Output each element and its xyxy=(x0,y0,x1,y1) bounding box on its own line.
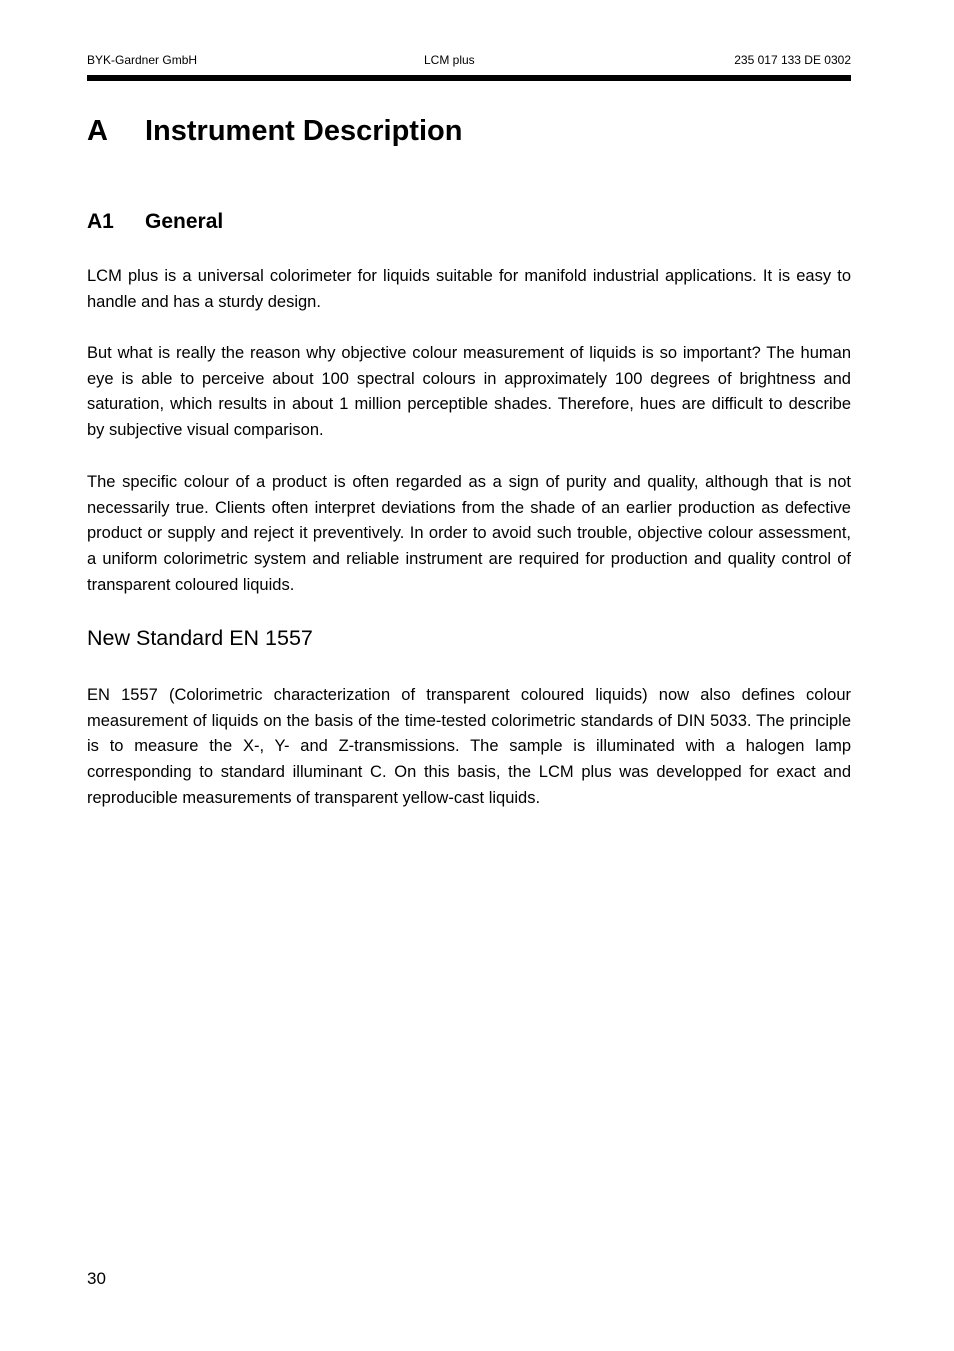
page-header xyxy=(87,53,851,69)
section-title: General xyxy=(145,210,224,233)
header-company: BYK-Gardner GmbH xyxy=(87,53,198,67)
page-number: 30 xyxy=(87,1269,106,1288)
header-doc-code: 235 017 133 DE 0302 xyxy=(734,53,851,67)
paragraph-quality: The specific colour of a product is often regarded as a sign of purity and quality, although that is not necessarily true. Clients often interpret deviations from the shade of an earlier production as defective product or supply and reject it preventively. In order to avoid such trouble, objective colour assessment, a uniform colorimetric system and reliable instrument are required for production and quality control of transparent coloured liquids. xyxy=(87,473,851,594)
chapter-title: Instrument Description xyxy=(145,115,463,147)
header-product: LCM plus xyxy=(424,53,475,67)
subsection-heading: New Standard EN 1557 xyxy=(87,626,313,650)
paragraph-intro: LCM plus is a universal colorimeter for liquids suitable for manifold industrial applications. It is easy to handle and has a sturdy design. xyxy=(87,267,851,311)
paragraph-en1557: EN 1557 (Colorimetric characterization of transparent coloured liquids) now also defines colour measurement of liquids on the basis of the time-tested colorimetric standards of DIN 5033. The principle is to measure the X-, Y- and Z-transmissions. The sample is illuminated with a halogen lamp corresponding to standard illuminant C. On this basis, the LCM plus was developped for exact and reproducible measurements of transparent yellow-cast liquids. xyxy=(87,686,851,807)
paragraph-importance: But what is really the reason why objective colour measurement of liquids is so important? The human eye is able to perceive about 100 spectral colours in approximately 100 degrees of brightness and saturation, which results in about 1 million perceptible shades. Therefore, hues are difficult to describe by subjective visual comparison. xyxy=(87,344,851,440)
chapter-number: A xyxy=(87,115,108,147)
section-number: A1 xyxy=(87,210,114,233)
header-rule xyxy=(87,75,851,81)
